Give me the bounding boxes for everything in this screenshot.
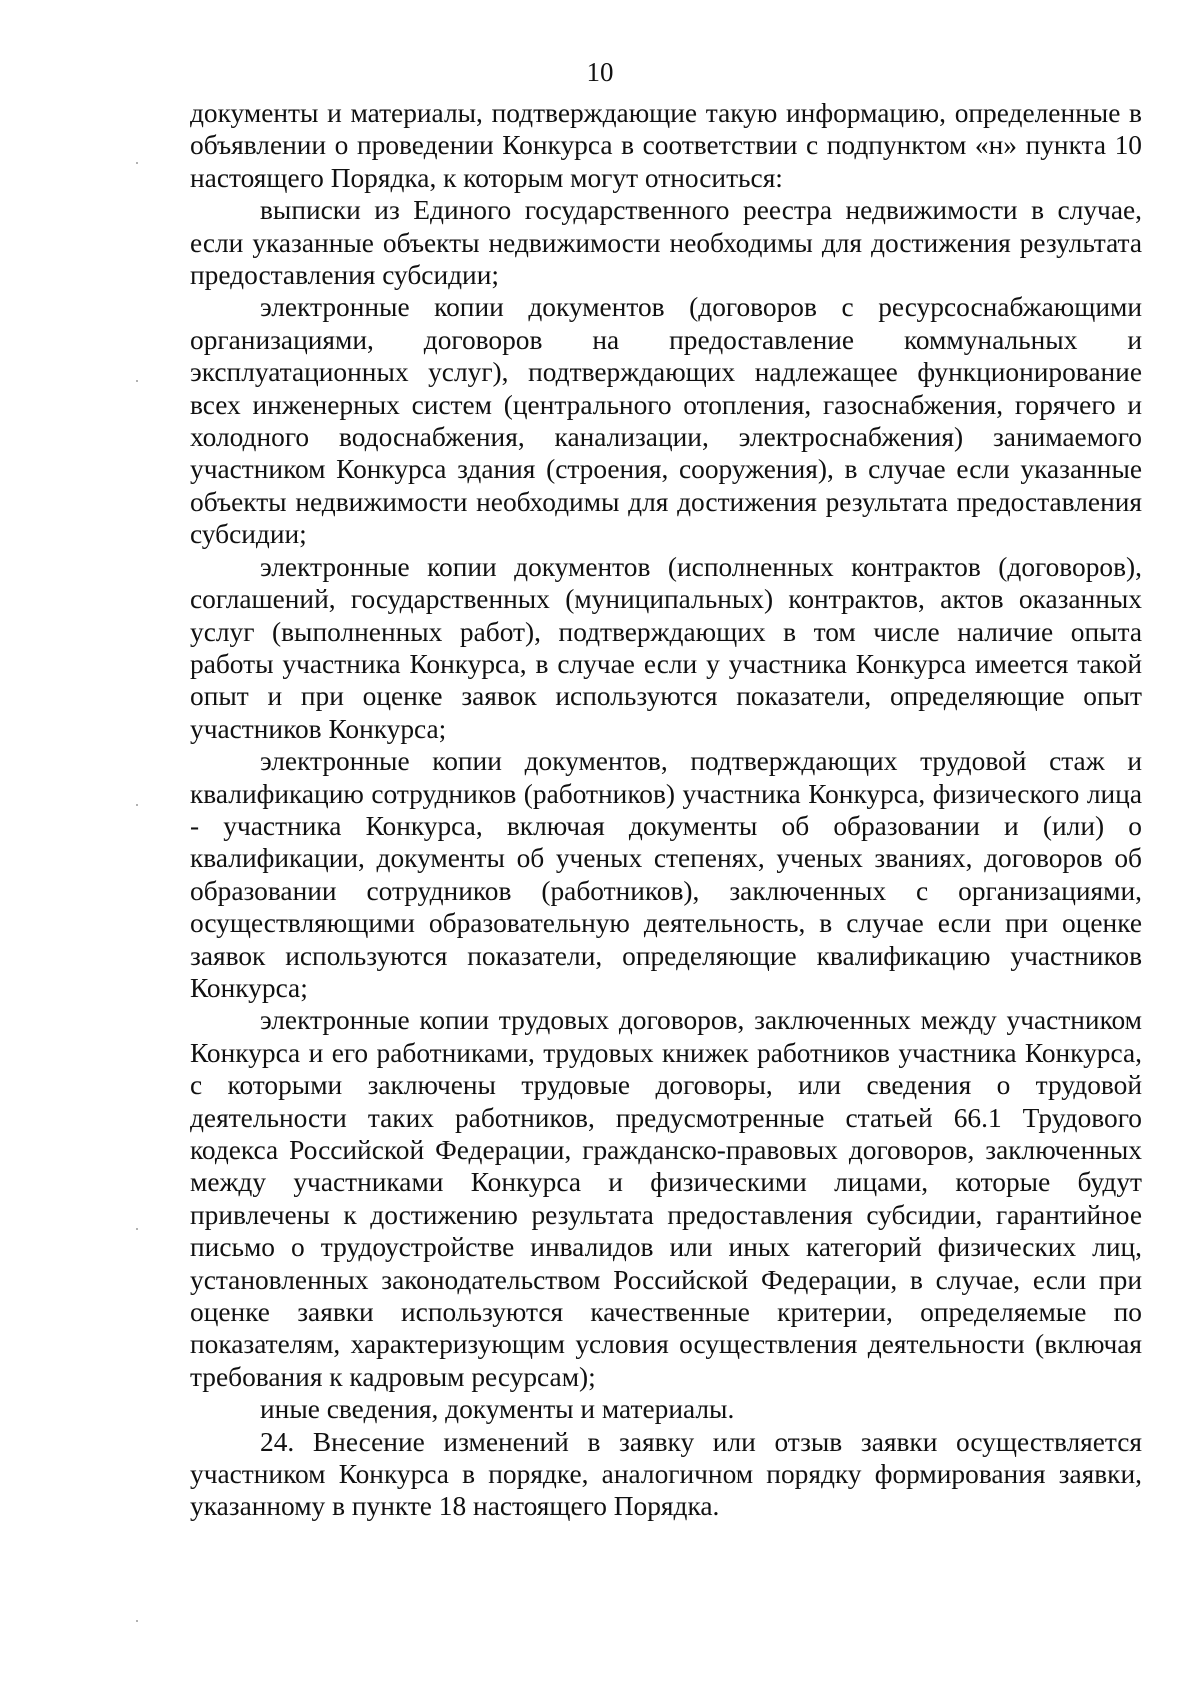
paragraph-labor-contracts: электронные копии трудовых договоров, заключенных между участником Конкурса и его работниками, трудовых книжек работников участника Конкурса, с которыми заключены трудовые договоры, или сведения о трудовой деятельности таких работников, предусмотренные статьей 66.1 Трудового кодекса Российской Федерации, гражданско-правовых договоров, заключенных между участниками Конкурса и физическими лицами, которые будут привлечены к достижению результата предоставления субсидии, гарантийное письмо о трудоустройстве инвалидов или иных категорий физических лиц, установленных законодательством Российской Федерации, в случае, если при оценке заявки используются качественные критерии, определяемые по показателям, характеризующим условия осуществления деятельности (включая требования к кадровым ресурсам); <box>190 1005 1142 1392</box>
paragraph-item-24: 24. Внесение изменений в заявку или отзыв заявки осуществляется участником Конкурса в порядке, аналогичном порядку формирования заявки, указанному в пункте 18 настоящего Порядка. <box>190 1426 1142 1522</box>
document-body <box>190 97 1142 1523</box>
scan-speck-mark <box>136 380 138 382</box>
paragraph-staff-qualification: электронные копии документов, подтверждающих трудовой стаж и квалификацию сотрудников (работников) участника Конкурса, физического лица - участника Конкурса, включая документы об образовании и (или) о квалификации, документы об ученых степенях, ученых званиях, договоров об образовании сотрудников (работников), заключенных с организациями, осуществляющими образовательную деятельность, в случае если при оценке заявок используются показатели, определяющие квалификацию участников Конкурса; <box>190 746 1142 1003</box>
paragraph-engineering-systems: электронные копии документов (договоров с ресурсоснабжающими организациями, договоров на предоставление коммунальных и эксплуатационных услуг), подтверждающих надлежащее функционирование всех инженерных систем (центрального отопления, газоснабжения, горячего и холодного водоснабжения, канализации, электроснабжения) занимаемого участником Конкурса здания (строения, сооружения), в случае если указанные объекты недвижимости необходимы для достижения результата предоставления субсидии; <box>190 292 1142 550</box>
page-number: 10 <box>586 57 614 87</box>
scan-speck-mark <box>136 1228 138 1230</box>
scan-speck-mark <box>136 162 138 164</box>
paragraph-work-experience: электронные копии документов (исполненных контрактов (договоров), соглашений, государственных (муниципальных) контрактов, актов оказанных услуг (выполненных работ), подтверждающих в том числе наличие опыта работы участника Конкурса, в случае если у участника Конкурса имеется такой опыт и при оценке заявок используются показатели, определяющие опыт участников Конкурса; <box>190 551 1142 744</box>
paragraph-continuation: документы и материалы, подтверждающие такую информацию, определенные в объявлении о проведении Конкурса в соответствии с подпунктом «н» пункта 10 настоящего Порядка, к которым могут относиться: <box>190 98 1142 193</box>
paragraph-egrn-extracts: выписки из Единого государственного реестра недвижимости в случае, если указанные объекты недвижимости необходимы для достижения результата предоставления субсидии; <box>190 195 1142 291</box>
scan-speck-mark <box>136 1620 138 1622</box>
paragraph-other-documents: иные сведения, документы и материалы. <box>260 1394 735 1425</box>
scan-speck-mark <box>136 804 138 806</box>
